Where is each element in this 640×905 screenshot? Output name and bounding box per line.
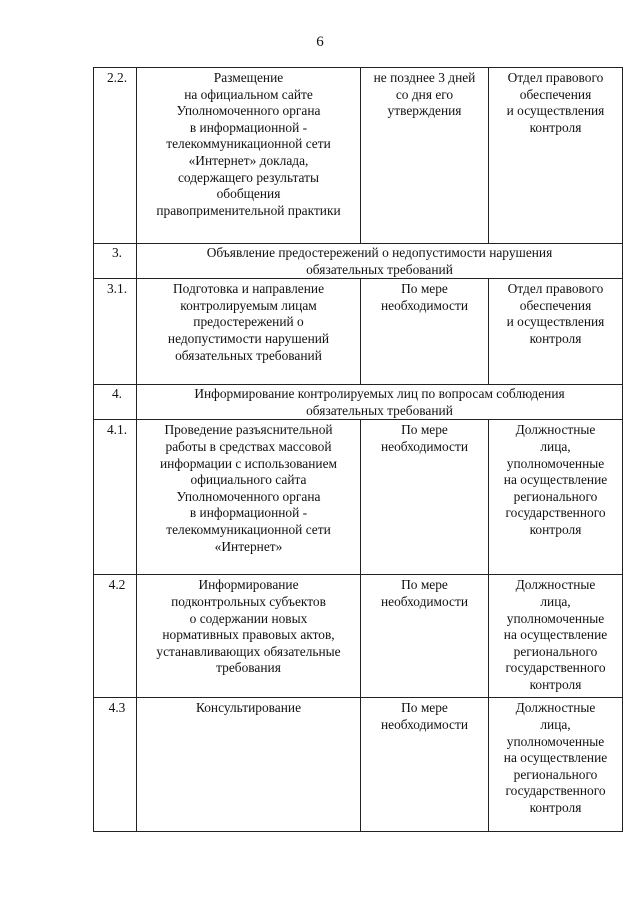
section-title: Информирование контролируемых лиц по вопросам соблюдения обязательных требований xyxy=(137,385,623,420)
table-row xyxy=(94,68,623,244)
row-number: 2.2. xyxy=(94,68,137,244)
measure-cell: Проведение разъяснительной работы в средствах массовой информации с использованием официального сайта Уполномоченного органа в информационной - телекоммуникационной сети «Интернет» xyxy=(137,420,361,575)
responsible-cell: Должностные лица, уполномоченные на осуществление регионального государственного контроля xyxy=(489,420,623,575)
table-row xyxy=(94,575,623,698)
term-cell: По мере необходимости xyxy=(361,698,489,832)
table-row xyxy=(94,698,623,832)
responsible-cell: Должностные лица, уполномоченные на осуществление регионального государственного контроля xyxy=(489,698,623,832)
row-number: 3.1. xyxy=(94,279,137,385)
responsible-cell: Должностные лица, уполномоченные на осуществление регионального государственного контроля xyxy=(489,575,623,698)
row-number: 4.3 xyxy=(94,698,137,832)
term-cell: По мере необходимости xyxy=(361,575,489,698)
row-number: 4.1. xyxy=(94,420,137,575)
table-row xyxy=(94,279,623,385)
table-row xyxy=(94,420,623,575)
measure-cell: Подготовка и направление контролируемым лицам предостережений о недопустимости нарушений обязательных требований xyxy=(137,279,361,385)
measure-cell: Размещение на официальном сайте Уполномоченного органа в информационной - телекоммуникационной сети «Интернет» доклада, содержащего результаты обобщения правоприменительной практики xyxy=(137,68,361,244)
section-row xyxy=(94,385,623,420)
responsible-cell: Отдел правового обеспечения и осуществления контроля xyxy=(489,68,623,244)
section-title: Объявление предостережений о недопустимости нарушения обязательных требований xyxy=(137,244,623,279)
section-number: 3. xyxy=(94,244,137,279)
page-number: 6 xyxy=(316,34,324,50)
section-number: 4. xyxy=(94,385,137,420)
measures-table xyxy=(93,67,623,832)
responsible-cell: Отдел правового обеспечения и осуществления контроля xyxy=(489,279,623,385)
measure-cell: Консультирование xyxy=(137,698,361,832)
row-number: 4.2 xyxy=(94,575,137,698)
term-cell: По мере необходимости xyxy=(361,420,489,575)
term-cell: не позднее 3 дней со дня его утверждения xyxy=(361,68,489,244)
measure-cell: Информирование подконтрольных субъектов о содержании новых нормативных правовых актов, устанавливающих обязательные требования xyxy=(137,575,361,698)
section-row xyxy=(94,244,623,279)
term-cell: По мере необходимости xyxy=(361,279,489,385)
